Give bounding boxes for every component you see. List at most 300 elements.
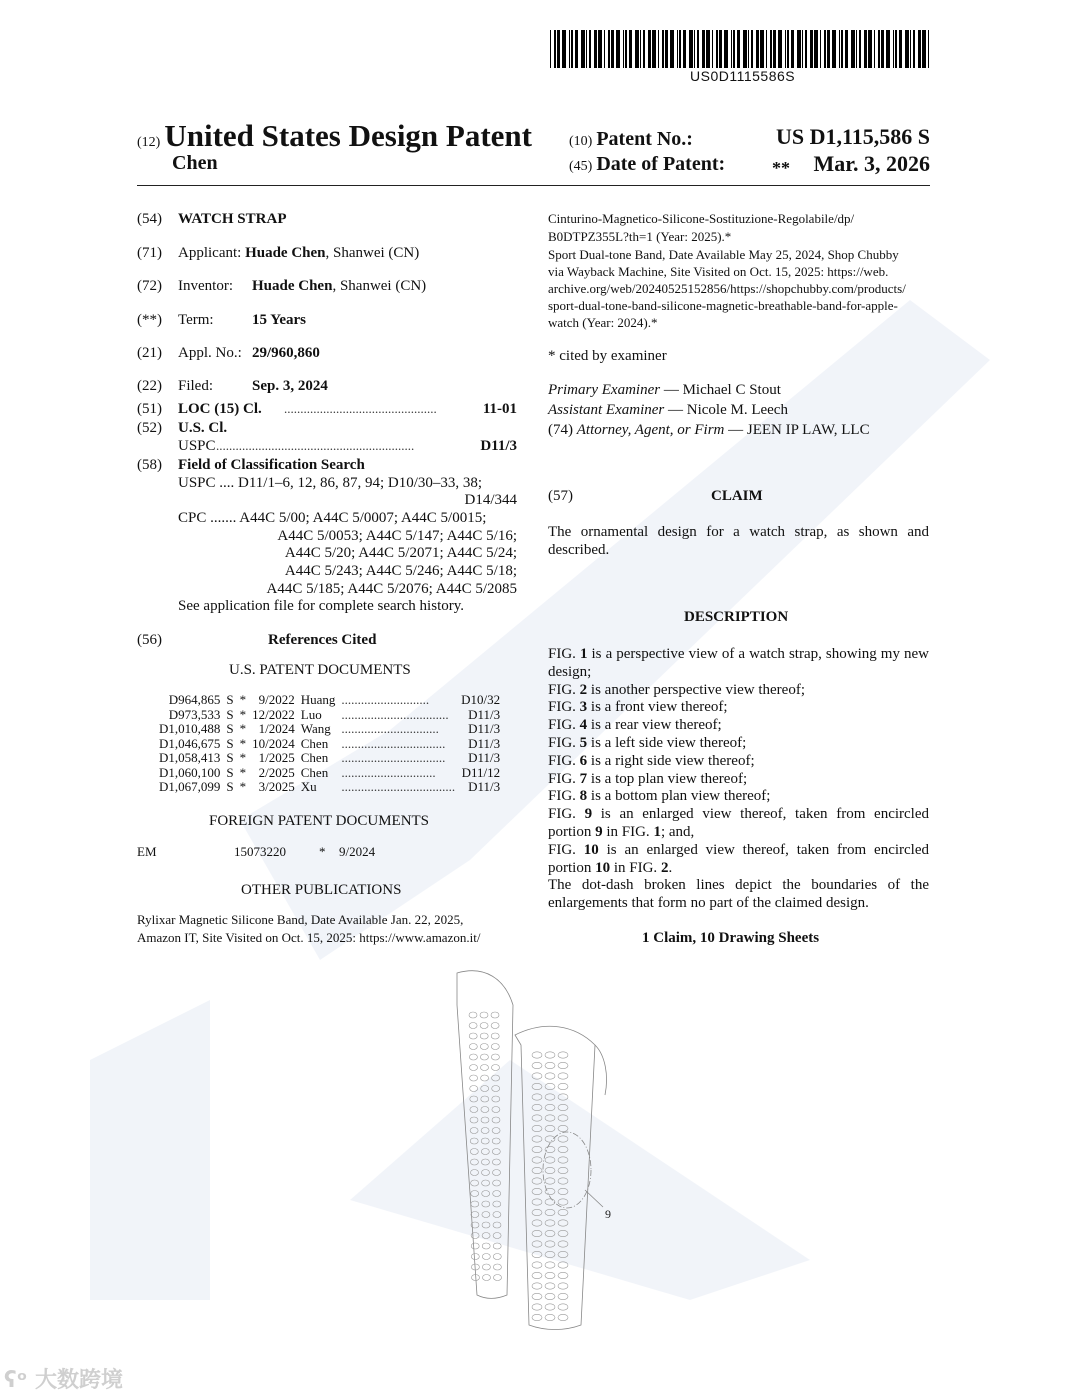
strap-hole bbox=[470, 1107, 478, 1113]
strap-hole bbox=[558, 1136, 568, 1142]
ref-inventor: Luo bbox=[300, 706, 322, 722]
strap-hole bbox=[492, 1149, 500, 1155]
patent-number-label: (10) Patent No.: bbox=[569, 128, 693, 150]
description-heading: DESCRIPTION bbox=[684, 609, 789, 625]
strap-hole bbox=[493, 1243, 501, 1249]
barcode-bar bbox=[550, 30, 551, 68]
ref-inventor: Chen bbox=[300, 764, 329, 780]
applicant: Applicant: Huade Chen, Shanwei (CN) bbox=[178, 245, 420, 261]
reference-row bbox=[156, 737, 503, 752]
strap-hole bbox=[492, 1128, 500, 1134]
strap-hole bbox=[558, 1304, 568, 1310]
barcode-bar bbox=[841, 30, 843, 68]
barcode-bar bbox=[886, 30, 890, 68]
barcode-bar bbox=[878, 30, 880, 68]
filed-date: Sep. 3, 2024 bbox=[252, 378, 328, 394]
uspc-class: D11/3 bbox=[480, 438, 517, 454]
ref-star: * bbox=[239, 750, 247, 765]
field-of-search-label: Field of Classification Search bbox=[178, 457, 365, 473]
barcode-bar bbox=[679, 30, 681, 68]
date-of-patent-label: (45) Date of Patent: bbox=[569, 153, 726, 175]
strap-hole bbox=[492, 1065, 500, 1071]
drawing-reference-9: 9 bbox=[605, 1207, 611, 1221]
fig-description: FIG. 1 is a perspective view of a watch strap, showing my new design; bbox=[548, 646, 929, 680]
ref-class: D11/3 bbox=[468, 750, 501, 765]
strap-hole bbox=[470, 1117, 478, 1123]
barcode-bar bbox=[918, 30, 921, 68]
barcode-bar bbox=[670, 30, 674, 68]
ref-kind: S bbox=[226, 735, 234, 751]
patent-type-title: (12) United States Design Patent bbox=[137, 118, 532, 153]
ref-star: * bbox=[239, 764, 247, 780]
ref-date: 12/2022 bbox=[252, 706, 295, 722]
strap-hole bbox=[558, 1272, 568, 1278]
strap-hole bbox=[481, 1096, 489, 1102]
barcode-bar bbox=[706, 30, 710, 68]
barcode-bar bbox=[856, 30, 857, 68]
foreign-patent-documents-heading: FOREIGN PATENT DOCUMENTS bbox=[209, 813, 430, 829]
claim-text: The ornamental design for a watch strap, as shown and described. bbox=[548, 524, 929, 558]
barcode-bar bbox=[839, 30, 840, 68]
strap-hole bbox=[532, 1188, 542, 1194]
primary-examiner: Primary Examiner — Michael C Stout bbox=[548, 382, 781, 398]
term-marker: ** bbox=[772, 158, 790, 178]
search-uspc-line-1: USPC .... D11/1–6, 12, 86, 87, 94; D10/30–33, 38; bbox=[178, 475, 483, 491]
strap-hole bbox=[532, 1104, 542, 1110]
strap-hole bbox=[532, 1094, 542, 1100]
strap-hole bbox=[481, 1107, 489, 1113]
barcode-bar bbox=[760, 30, 764, 68]
reference-row bbox=[156, 766, 503, 781]
strap-hole bbox=[491, 1054, 499, 1060]
strap-hole bbox=[545, 1293, 555, 1299]
pub-line-3: Sport Dual-tone Band, Date Available May 25, 2024, Shop Chubby bbox=[548, 247, 899, 262]
barcode-bar bbox=[625, 30, 627, 68]
strap-hole bbox=[532, 1230, 542, 1236]
ref-dots: ................................... bbox=[341, 779, 456, 794]
pub-line-2: B0DTPZ355L?th=1 (Year: 2025).* bbox=[548, 229, 732, 244]
barcode-bar bbox=[575, 30, 578, 68]
ref-kind: S bbox=[226, 764, 234, 780]
strap-hole bbox=[491, 1012, 499, 1018]
field-52-code: (52) bbox=[137, 420, 162, 436]
barcode-bar bbox=[712, 30, 713, 68]
ref-dots: .............................. bbox=[341, 721, 439, 736]
foreign-star: * bbox=[319, 844, 326, 859]
strap-hole bbox=[471, 1212, 479, 1218]
search-cpc-line-4: A44C 5/243; A44C 5/246; A44C 5/18; bbox=[284, 563, 517, 579]
strap-hole bbox=[545, 1136, 555, 1142]
barcode-bar bbox=[683, 30, 686, 68]
strap-hole bbox=[492, 1138, 500, 1144]
strap-hole bbox=[558, 1283, 568, 1289]
attorney: (74) Attorney, Agent, or Firm — JEEN IP LAW, LLC bbox=[548, 422, 870, 438]
strap-hole bbox=[532, 1199, 542, 1205]
strap-hole bbox=[480, 1033, 488, 1039]
strap-hole bbox=[469, 1023, 477, 1029]
strap-hole bbox=[481, 1075, 489, 1081]
strap-hole bbox=[545, 1304, 555, 1310]
strap-hole bbox=[532, 1083, 542, 1089]
strap-hole bbox=[493, 1201, 501, 1207]
strap-hole bbox=[482, 1264, 490, 1270]
fig-description: FIG. 3 is a front view thereof; bbox=[548, 699, 728, 716]
filed-label: Filed: bbox=[178, 378, 214, 394]
appl-no-label: Appl. No.: bbox=[178, 345, 242, 361]
field-72-code: (72) bbox=[137, 278, 162, 294]
reference-row bbox=[156, 780, 503, 795]
strap-hole bbox=[558, 1125, 568, 1131]
strap-hole bbox=[493, 1170, 501, 1176]
strap-hole bbox=[545, 1272, 555, 1278]
barcode-bar bbox=[785, 30, 786, 68]
term-code: (**) bbox=[137, 312, 162, 328]
barcode bbox=[550, 30, 930, 68]
barcode-bar bbox=[608, 30, 610, 68]
barcode-bar bbox=[922, 30, 926, 68]
strap-hole bbox=[471, 1243, 479, 1249]
strap-hole bbox=[482, 1170, 490, 1176]
ref-number: D1,067,099 bbox=[159, 779, 221, 794]
strap-hole bbox=[480, 1044, 488, 1050]
strap-hole bbox=[482, 1233, 490, 1239]
header-divider bbox=[137, 185, 930, 186]
ref-inventor: Chen bbox=[300, 735, 329, 751]
strap-hole bbox=[470, 1075, 478, 1081]
barcode-bar bbox=[611, 30, 614, 68]
ref-date: 9/2022 bbox=[258, 692, 295, 707]
ref-dots: ........................... bbox=[341, 692, 430, 707]
barcode-bar bbox=[724, 30, 728, 68]
strap-hole bbox=[492, 1107, 500, 1113]
fig-9-description: FIG. 9 is an enlarged view thereof, taken from encircled portion 9 in FIG. 1; and, bbox=[548, 806, 929, 840]
strap-hole bbox=[532, 1283, 542, 1289]
barcode-bar bbox=[594, 30, 597, 68]
strap-hole bbox=[481, 1159, 489, 1165]
field-54-code: (54) bbox=[137, 211, 162, 227]
ref-kind: S bbox=[226, 750, 234, 765]
patent-number: US D1,115,586 S bbox=[775, 124, 930, 149]
barcode-bar bbox=[557, 30, 560, 68]
appl-no: 29/960,860 bbox=[252, 345, 320, 361]
field-22-code: (22) bbox=[137, 378, 162, 394]
strap-hole bbox=[493, 1233, 501, 1239]
fig-description: FIG. 8 is a bottom plan view thereof; bbox=[548, 788, 771, 805]
barcode-bar bbox=[791, 30, 794, 68]
loc-label: LOC (15) Cl. bbox=[178, 401, 262, 417]
strap-hole bbox=[493, 1264, 501, 1270]
strap-hole bbox=[558, 1241, 568, 1247]
strap-hole bbox=[491, 1023, 499, 1029]
strap-hole bbox=[558, 1052, 568, 1058]
ref-star: * bbox=[239, 735, 247, 751]
strap-hole bbox=[481, 1086, 489, 1092]
barcode-bar bbox=[562, 30, 566, 68]
strap-hole bbox=[558, 1083, 568, 1089]
strap-hole bbox=[532, 1146, 542, 1152]
ref-kind: S bbox=[226, 692, 234, 707]
barcode-bar bbox=[733, 30, 735, 68]
foreign-number: 15073220 bbox=[234, 844, 286, 859]
references-cited-heading: References Cited bbox=[268, 632, 377, 648]
barcode-bar bbox=[820, 30, 821, 68]
field-57-code: (57) bbox=[548, 488, 573, 504]
ref-inventor: Xu bbox=[300, 779, 317, 794]
strap-hole bbox=[482, 1201, 490, 1207]
strap-hole bbox=[469, 1054, 477, 1060]
strap-hole bbox=[481, 1149, 489, 1155]
strap-hole bbox=[532, 1062, 542, 1068]
barcode-bar bbox=[859, 30, 861, 68]
strap-hole bbox=[558, 1262, 568, 1268]
strap-hole bbox=[532, 1136, 542, 1142]
barcode-bar bbox=[787, 30, 789, 68]
strap-hole bbox=[469, 1044, 477, 1050]
other-publications-heading: OTHER PUBLICATIONS bbox=[241, 882, 402, 898]
us-patent-documents-table bbox=[156, 693, 503, 795]
barcode-bar bbox=[895, 30, 897, 68]
ref-date: 1/2024 bbox=[258, 721, 295, 736]
reference-row bbox=[156, 708, 503, 723]
ref-dots: ................................ bbox=[341, 750, 446, 765]
claim-heading: CLAIM bbox=[711, 488, 763, 504]
search-history-note: See application file for complete search history. bbox=[178, 598, 465, 614]
field-21-code: (21) bbox=[137, 345, 162, 361]
barcode-bar bbox=[648, 30, 651, 68]
barcode-bar bbox=[689, 30, 693, 68]
ref-star: * bbox=[239, 721, 247, 736]
ref-star: * bbox=[239, 692, 247, 707]
barcode-bar bbox=[716, 30, 718, 68]
barcode-bar bbox=[845, 30, 848, 68]
barcode-bar bbox=[928, 30, 929, 68]
strap-hole bbox=[470, 1149, 478, 1155]
ref-kind: S bbox=[226, 779, 234, 794]
strap-hole bbox=[470, 1086, 478, 1092]
barcode-bar bbox=[731, 30, 732, 68]
ref-number: D1,046,675 bbox=[159, 735, 221, 751]
field-56-code: (56) bbox=[137, 632, 162, 648]
strap-hole bbox=[532, 1073, 542, 1079]
ref-date: 10/2024 bbox=[252, 735, 295, 751]
ref-number: D1,058,413 bbox=[159, 750, 221, 765]
barcode-bar bbox=[640, 30, 641, 68]
ref-star: * bbox=[239, 779, 247, 794]
ref-inventor: Wang bbox=[300, 721, 331, 736]
strap-hole bbox=[482, 1180, 490, 1186]
ref-kind: S bbox=[226, 721, 234, 736]
strap-hole bbox=[532, 1178, 542, 1184]
strap-hole bbox=[482, 1254, 490, 1260]
barcode-bar bbox=[868, 30, 872, 68]
description-body bbox=[548, 646, 929, 913]
barcode-bar bbox=[893, 30, 894, 68]
field-71-code: (71) bbox=[137, 245, 162, 261]
other-pub-line-1: Rylixar Magnetic Silicone Band, Date Available Jan. 22, 2025, bbox=[137, 912, 464, 927]
fig-10-description: FIG. 10 is an enlarged view thereof, taken from encircled portion 10 in FIG. 2. bbox=[548, 841, 929, 876]
ref-date: 1/2025 bbox=[258, 750, 295, 765]
pub-line-6: sport-dual-tone-band-silicone-magnetic-breathable-band-for-apple- bbox=[548, 298, 898, 313]
pub-line-5: archive.org/web/20240525152856/https://shopchubby.com/products/ bbox=[548, 281, 906, 296]
barcode-bar bbox=[702, 30, 705, 68]
strap-hole bbox=[558, 1104, 568, 1110]
strap-hole bbox=[532, 1052, 542, 1058]
reference-row bbox=[156, 751, 503, 766]
fig-description: FIG. 2 is another perspective view thereof; bbox=[548, 681, 806, 698]
ref-inventor: Chen bbox=[300, 750, 329, 765]
strap-hole bbox=[545, 1115, 555, 1121]
barcode-bar bbox=[694, 30, 695, 68]
strap-hole bbox=[494, 1275, 502, 1281]
strap-hole bbox=[470, 1138, 478, 1144]
strap-hole bbox=[481, 1117, 489, 1123]
ref-number: D1,060,100 bbox=[159, 764, 221, 780]
strap-hole bbox=[483, 1275, 491, 1281]
strap-hole bbox=[482, 1212, 490, 1218]
strap-hole bbox=[558, 1157, 568, 1163]
strap-hole bbox=[532, 1220, 542, 1226]
strap-hole bbox=[471, 1191, 479, 1197]
strap-hole bbox=[532, 1314, 542, 1320]
ref-star: * bbox=[239, 706, 247, 722]
strap-hole bbox=[545, 1188, 555, 1194]
strap-hole bbox=[491, 1044, 499, 1050]
strap-hole bbox=[471, 1180, 479, 1186]
ref-date: 2/2025 bbox=[258, 764, 295, 780]
barcode-bar bbox=[881, 30, 884, 68]
strap-hole bbox=[545, 1209, 555, 1215]
strap-hole bbox=[492, 1096, 500, 1102]
inventor-label: Inventor: bbox=[178, 278, 233, 294]
search-cpc-line-1: CPC ....... A44C 5/00; A44C 5/0007; A44C 5/0015; bbox=[178, 510, 487, 526]
strap-hole bbox=[532, 1251, 542, 1257]
uspc-label: USPC bbox=[178, 438, 216, 454]
barcode-bar bbox=[604, 30, 605, 68]
loc-class: 11-01 bbox=[482, 401, 517, 417]
strap-hole bbox=[481, 1138, 489, 1144]
barcode-bar bbox=[598, 30, 602, 68]
ref-inventor: Huang bbox=[300, 692, 336, 707]
foreign-country: EM bbox=[137, 844, 157, 859]
us-cl-label: U.S. Cl. bbox=[178, 420, 228, 436]
barcode-bar bbox=[814, 30, 818, 68]
ref-kind: S bbox=[226, 706, 234, 722]
ref-number: D964,865 bbox=[168, 692, 221, 707]
barcode-bar bbox=[652, 30, 656, 68]
strap-hole bbox=[492, 1086, 500, 1092]
reference-row bbox=[156, 693, 503, 708]
barcode-bar bbox=[832, 30, 836, 68]
strap-hole bbox=[545, 1062, 555, 1068]
barcode-bar bbox=[677, 30, 678, 68]
field-58-code: (58) bbox=[137, 457, 162, 473]
strap-hole bbox=[480, 1012, 488, 1018]
ref-dots: ................................ bbox=[341, 735, 446, 751]
barcode-bar bbox=[770, 30, 772, 68]
strap-hole bbox=[470, 1096, 478, 1102]
strap-hole bbox=[492, 1117, 500, 1123]
strap-hole bbox=[558, 1220, 568, 1226]
barcode-bar bbox=[810, 30, 813, 68]
ref-class: D10/32 bbox=[461, 692, 501, 707]
strap-hole bbox=[558, 1146, 568, 1152]
pub-line-4: via Wayback Machine, Site Visited on Oct. 15, 2025: https://web. bbox=[548, 264, 889, 279]
pub-line-1: Cinturino-Magnetico-Silicone-Sostituzione-Regolabile/dp/ bbox=[548, 211, 855, 226]
strap-hole bbox=[558, 1209, 568, 1215]
barcode-bar bbox=[589, 30, 591, 68]
field-51-code: (51) bbox=[137, 401, 162, 417]
strap-hole bbox=[482, 1243, 490, 1249]
ref-class: D11/3 bbox=[468, 721, 501, 736]
barcode-bar bbox=[805, 30, 807, 68]
barcode-bar bbox=[658, 30, 659, 68]
uspc-dots: ............................................................. bbox=[216, 438, 415, 453]
loc-dots: ............................................... bbox=[284, 401, 437, 416]
strap-hole bbox=[558, 1230, 568, 1236]
strap-hole bbox=[558, 1094, 568, 1100]
barcode-bar bbox=[748, 30, 749, 68]
strap-hole bbox=[470, 1065, 478, 1071]
barcode-bar bbox=[662, 30, 664, 68]
strap-hole bbox=[545, 1104, 555, 1110]
strap-hole bbox=[493, 1180, 501, 1186]
ref-date: 3/2025 bbox=[258, 779, 295, 794]
strap-hole bbox=[471, 1201, 479, 1207]
strap-hole bbox=[532, 1262, 542, 1268]
strap-hole bbox=[493, 1222, 501, 1228]
strap-hole bbox=[545, 1262, 555, 1268]
term-label: Term: bbox=[178, 312, 214, 328]
ref-class: D11/3 bbox=[468, 735, 501, 751]
barcode-bar bbox=[737, 30, 740, 68]
search-cpc-line-5: A44C 5/185; A44C 5/2076; A44C 5/2085 bbox=[266, 581, 517, 597]
strap-hole bbox=[545, 1052, 555, 1058]
strap-hole bbox=[482, 1191, 490, 1197]
strap-hole bbox=[471, 1233, 479, 1239]
patent-date: Mar. 3, 2026 bbox=[813, 151, 930, 176]
barcode-bar bbox=[586, 30, 587, 68]
strap-hole bbox=[558, 1188, 568, 1194]
claims-and-sheets: 1 Claim, 10 Drawing Sheets bbox=[642, 930, 820, 946]
strap-hole bbox=[545, 1251, 555, 1257]
barcode-bar bbox=[554, 30, 556, 68]
strap-hole bbox=[470, 1159, 478, 1165]
watch-strap-drawing bbox=[445, 965, 645, 1335]
barcode-bar bbox=[629, 30, 632, 68]
barcode-bar bbox=[899, 30, 902, 68]
barcode-bar bbox=[766, 30, 767, 68]
ref-class: D11/3 bbox=[468, 779, 501, 794]
barcode-bar bbox=[913, 30, 915, 68]
term-value: 15 Years bbox=[252, 312, 307, 328]
other-pub-line-2: Amazon IT, Site Visited on Oct. 15, 2025: https://www.amazon.it/ bbox=[137, 930, 481, 945]
fig-description: FIG. 7 is a top plan view thereof; bbox=[548, 770, 748, 787]
barcode-bar bbox=[797, 30, 801, 68]
strap-hole bbox=[545, 1157, 555, 1163]
strap-hole bbox=[545, 1094, 555, 1100]
strap-hole bbox=[545, 1167, 555, 1173]
strap-hole bbox=[558, 1293, 568, 1299]
barcode-bar bbox=[569, 30, 570, 68]
fig-description: FIG. 4 is a rear view thereof; bbox=[548, 717, 722, 734]
barcode-bar bbox=[778, 30, 782, 68]
barcode-bar bbox=[719, 30, 722, 68]
inventor-surname: Chen bbox=[172, 152, 218, 174]
barcode-bar bbox=[910, 30, 911, 68]
strap-hole bbox=[532, 1293, 542, 1299]
fig-description: FIG. 6 is a right side view thereof; bbox=[548, 752, 755, 769]
barcode-bar bbox=[874, 30, 875, 68]
